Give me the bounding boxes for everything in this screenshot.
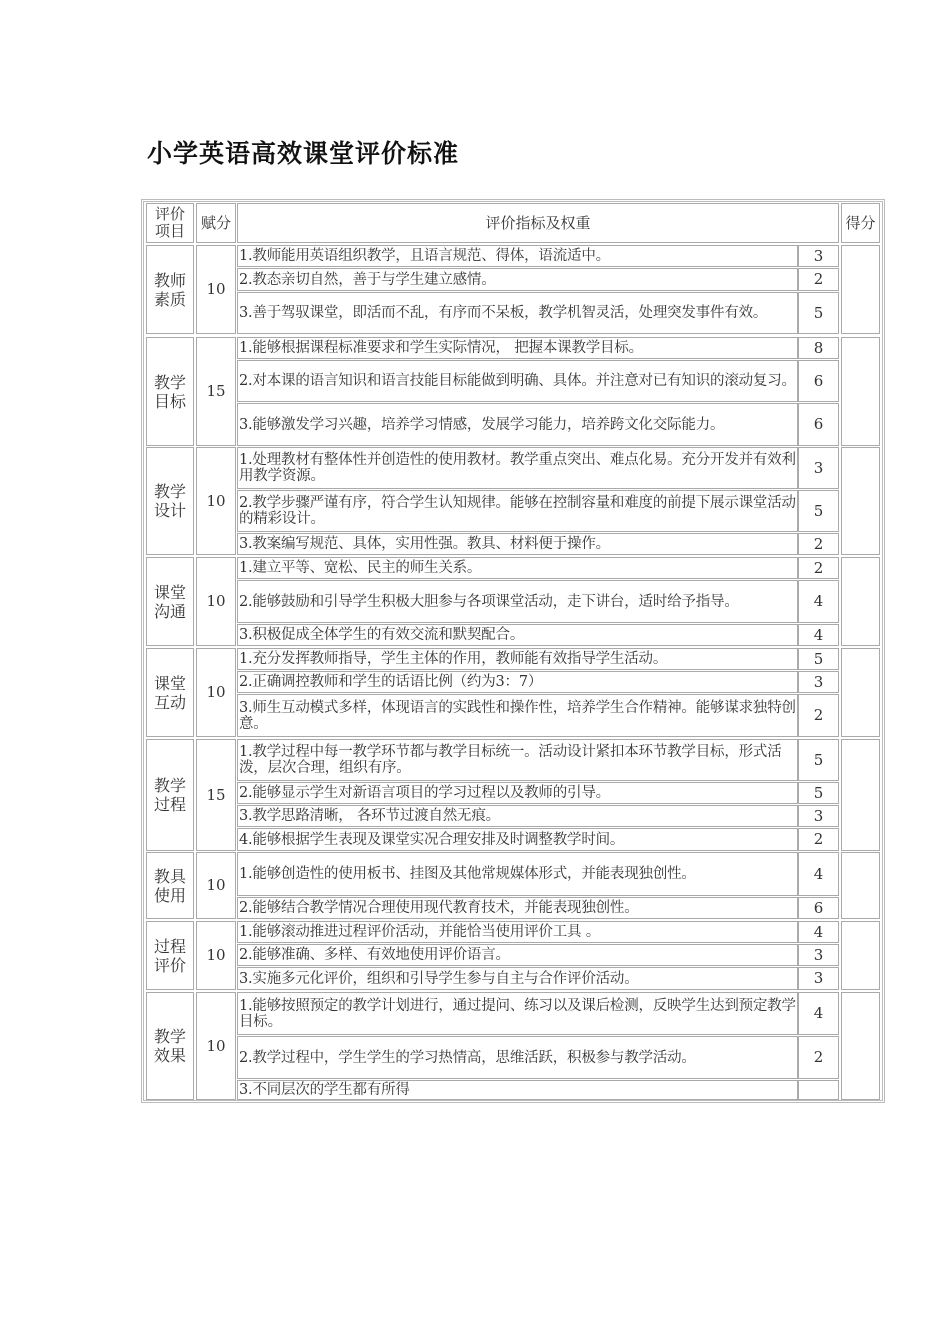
category-score: 10 (206, 592, 226, 610)
criterion-text-cell (237, 739, 798, 781)
category-name: 过程评价 (153, 936, 186, 975)
category-got-input[interactable] (841, 447, 880, 555)
criterion-weight-cell (798, 992, 839, 1035)
criterion-text: 1.建立平等、宽松、民主的师生关系。 (239, 560, 482, 576)
criterion-text-cell (237, 1036, 798, 1079)
category-name: 教学效果 (153, 1027, 186, 1065)
category-score: 15 (206, 785, 226, 804)
criterion-weight-cell (798, 360, 839, 402)
criterion-text-cell (237, 992, 798, 1035)
category-got-input[interactable] (841, 245, 880, 334)
criterion-weight-cell (798, 490, 839, 532)
criterion-text-cell (237, 852, 798, 896)
criterion-text-cell (237, 967, 798, 990)
category-score-cell (196, 447, 236, 555)
criterion-weight: 5 (813, 303, 824, 322)
criterion-weight: 3 (813, 806, 824, 825)
criterion-text: 1.教师能用英语组织教学，且语言规范、得体，语流适中。 (239, 248, 610, 264)
category-name-cell (146, 447, 194, 555)
criterion-weight-cell (798, 268, 839, 291)
criterion-text: 4.能够根据学生表现及课堂实况合理安排及时调整教学时间。 (239, 831, 625, 848)
criterion-weight: 4 (813, 922, 824, 941)
category-got-input[interactable] (841, 739, 880, 851)
criterion-weight: 2 (813, 830, 824, 848)
category-score: 15 (206, 382, 226, 400)
criterion-weight-cell (798, 337, 839, 359)
criterion-weight-cell (798, 1036, 839, 1079)
category-score-cell (196, 852, 236, 919)
category-name: 教学设计 (153, 482, 186, 520)
criterion-text-cell (237, 782, 798, 804)
criterion-weight-cell (798, 1080, 839, 1100)
criterion-weight: 5 (813, 501, 824, 520)
criterion-weight: 3 (813, 458, 824, 477)
criterion-weight: 4 (813, 864, 824, 883)
category-name: 教师素质 (153, 270, 186, 309)
criterion-text: 3.不同层次的学生都有所得 (239, 1082, 410, 1098)
criterion-text: 3.教学思路清晰， 各环节过渡自然无痕。 (239, 808, 500, 824)
header-item-cell (146, 203, 194, 243)
criterion-text: 3.积极促成全体学生的有效交流和默契配合。 (239, 627, 525, 643)
criterion-weight-cell (798, 403, 839, 446)
criterion-text-cell (237, 944, 798, 966)
criterion-weight-cell (798, 944, 839, 966)
header-got-label: 得分 (845, 213, 876, 232)
criterion-text-cell (237, 580, 798, 623)
criterion-text: 2.能够显示学生对新语言项目的学习过程以及教师的引导。 (239, 785, 610, 801)
criterion-text-cell (237, 292, 798, 334)
category-score: 10 (206, 876, 226, 894)
criterion-text-cell (237, 671, 798, 693)
criterion-text: 3.师生互动模式多样，体现语言的实践性和操作性，培养学生合作精神。能够谋求独特创意。 (239, 699, 796, 732)
criterion-weight-cell (798, 694, 839, 737)
category-name-cell (146, 992, 194, 1100)
category-name-cell (146, 557, 194, 646)
criterion-text: 2.正确调控教师和学生的话语比例（约为3：7） (239, 674, 543, 690)
criterion-weight: 6 (813, 898, 824, 917)
criterion-weight-cell (798, 557, 839, 579)
criterion-text-cell (237, 828, 798, 851)
criterion-text-cell (237, 1080, 798, 1100)
criterion-text-cell (237, 533, 798, 555)
category-score-cell (196, 739, 236, 851)
criterion-text-cell (237, 337, 798, 359)
criterion-weight-cell (798, 805, 839, 827)
criterion-weight: 3 (813, 246, 824, 265)
criterion-weight: 4 (813, 592, 824, 610)
criterion-weight-cell (798, 967, 839, 990)
category-score: 10 (206, 946, 226, 964)
criterion-text-cell (237, 921, 798, 943)
criterion-text: 2.教态亲切自然，善于与学生建立感情。 (239, 271, 496, 288)
header-got-cell (841, 203, 880, 243)
criterion-text: 2.对本课的语言知识和语言技能目标能做到明确、具体。并注意对已有知识的滚动复习。 (239, 373, 796, 389)
criterion-text-cell (237, 360, 798, 402)
criterion-weight: 6 (813, 415, 824, 433)
header-score-label: 赋分 (200, 213, 231, 232)
criterion-weight: 5 (813, 649, 824, 668)
criterion-text-cell (237, 694, 798, 737)
category-got-input[interactable] (841, 557, 880, 646)
category-name-cell (146, 739, 194, 851)
criterion-weight-cell (798, 533, 839, 555)
criterion-text: 3.实施多元化评价，组织和引导学生参与自主与合作评价活动。 (239, 970, 639, 987)
criterion-weight: 3 (813, 945, 824, 964)
criterion-text: 3.能够激发学习兴趣，培养学习情感，发展学习能力，培养跨文化交际能力。 (239, 416, 725, 433)
criterion-weight-cell (798, 648, 839, 670)
criterion-text-cell (237, 490, 798, 532)
category-name-cell (146, 852, 194, 919)
criterion-weight: 2 (813, 558, 824, 577)
category-score: 10 (206, 683, 226, 701)
category-name: 教学过程 (153, 776, 186, 814)
category-name-cell (146, 337, 194, 446)
criterion-text: 3.教案编写规范、具体，实用性强。教具、材料便于操作。 (239, 536, 610, 552)
category-score-cell (196, 992, 236, 1100)
criterion-text-cell (237, 245, 798, 267)
criterion-text-cell (237, 624, 798, 646)
criterion-weight: 2 (813, 534, 824, 553)
criterion-weight: 2 (813, 270, 824, 288)
criterion-text-cell (237, 268, 798, 291)
category-score-cell (196, 245, 236, 334)
criterion-weight-cell (798, 245, 839, 267)
criterion-weight-cell (798, 580, 839, 623)
page-title: 小学英语高效课堂评价标准 (147, 139, 460, 168)
criterion-text: 2.能够准确、多样、有效地使用评价语言。 (239, 947, 510, 963)
category-got-input[interactable] (841, 921, 880, 990)
criterion-text: 3.善于驾驭课堂，即活而不乱，有序而不呆板，教学机智灵活，处理突发事件有效。 (239, 305, 768, 321)
criterion-text-cell (237, 648, 798, 670)
category-score: 10 (206, 491, 226, 510)
category-name: 教学目标 (153, 372, 186, 411)
criterion-text-cell (237, 447, 798, 489)
criterion-weight-cell (798, 921, 839, 943)
evaluation-table (141, 199, 885, 1103)
header-item-label: 评价项目 (154, 205, 185, 240)
criterion-text: 1.能够创造性的使用板书、挂图及其他常规媒体形式，并能表现独创性。 (239, 866, 696, 882)
criterion-weight-cell (798, 292, 839, 334)
criterion-weight-cell (798, 739, 839, 781)
criterion-text-cell (237, 403, 798, 446)
criterion-weight: 5 (813, 783, 824, 802)
header-criteria-label: 评价指标及权重 (485, 213, 591, 232)
criterion-weight: 3 (813, 969, 824, 987)
category-score-cell (196, 337, 236, 446)
criterion-weight: 5 (813, 750, 824, 769)
criterion-weight-cell (798, 447, 839, 489)
criterion-weight: 4 (813, 1004, 824, 1022)
criterion-weight: 6 (813, 371, 824, 390)
criterion-weight: 4 (813, 625, 824, 644)
criterion-text-cell (237, 897, 798, 919)
criterion-weight: 3 (813, 672, 824, 691)
criterion-weight-cell (798, 624, 839, 646)
criterion-weight-cell (798, 897, 839, 919)
category-score-cell (196, 648, 236, 737)
criterion-weight-cell (798, 828, 839, 851)
header-score-cell (196, 203, 236, 243)
criterion-text: 2.教学步骤严谨有序，符合学生认知规律。能够在控制容量和难度的前提下展示课堂活动的精彩设计。 (239, 495, 796, 527)
category-name-cell (146, 245, 194, 334)
criterion-text: 1.教学过程中每一教学环节都与教学目标统一。活动设计紧扣本环节教学目标，形式活泼，层次合理，组织有序。 (239, 744, 782, 776)
criterion-text: 1.充分发挥教师指导，学生主体的作用，教师能有效指导学生活动。 (239, 651, 668, 667)
category-got-input[interactable] (841, 852, 880, 919)
category-name-cell (146, 648, 194, 737)
category-name: 教具使用 (153, 866, 186, 905)
criterion-weight: 2 (813, 1048, 824, 1066)
criterion-text: 2.能够结合教学情况合理使用现代教育技术，并能表现独创性。 (239, 900, 639, 916)
criterion-weight-cell (798, 671, 839, 693)
criterion-text: 2.教学过程中，学生学生的学习热情高，思维活跃，积极参与教学活动。 (239, 1049, 696, 1066)
category-name-cell (146, 921, 194, 990)
category-score-cell (196, 557, 236, 646)
criterion-text: 1.能够根据课程标准要求和学生实际情况， 把握本课教学目标。 (239, 340, 643, 356)
category-name: 课堂互动 (153, 673, 186, 712)
criterion-weight: 2 (813, 706, 824, 724)
header-criteria-cell (237, 203, 839, 243)
criterion-text-cell (237, 805, 798, 827)
criterion-weight: 8 (813, 338, 824, 357)
criterion-text: 1.能够滚动推进过程评价活动，并能恰当使用评价工具 。 (239, 924, 601, 940)
criterion-text: 1.处理教材有整体性并创造性的使用教材。教学重点突出、难点化易。充分开发并有效利用教学资源。 (239, 452, 796, 484)
category-score: 10 (206, 1036, 226, 1055)
criterion-text-cell (237, 557, 798, 579)
criterion-text: 2.能够鼓励和引导学生积极大胆参与各项课堂活动，走下讲台，适时给予指导。 (239, 593, 739, 610)
category-name: 课堂沟通 (153, 582, 186, 621)
criterion-weight-cell (798, 852, 839, 896)
criterion-weight-cell (798, 782, 839, 804)
criterion-text: 1.能够按照预定的教学计划进行，通过提问、练习以及课后检测，反映学生达到预定教学目标。 (239, 997, 796, 1030)
category-got-input[interactable] (841, 992, 880, 1100)
category-got-input[interactable] (841, 337, 880, 446)
category-score-cell (196, 921, 236, 990)
category-got-input[interactable] (841, 648, 880, 737)
category-score: 10 (206, 280, 226, 298)
